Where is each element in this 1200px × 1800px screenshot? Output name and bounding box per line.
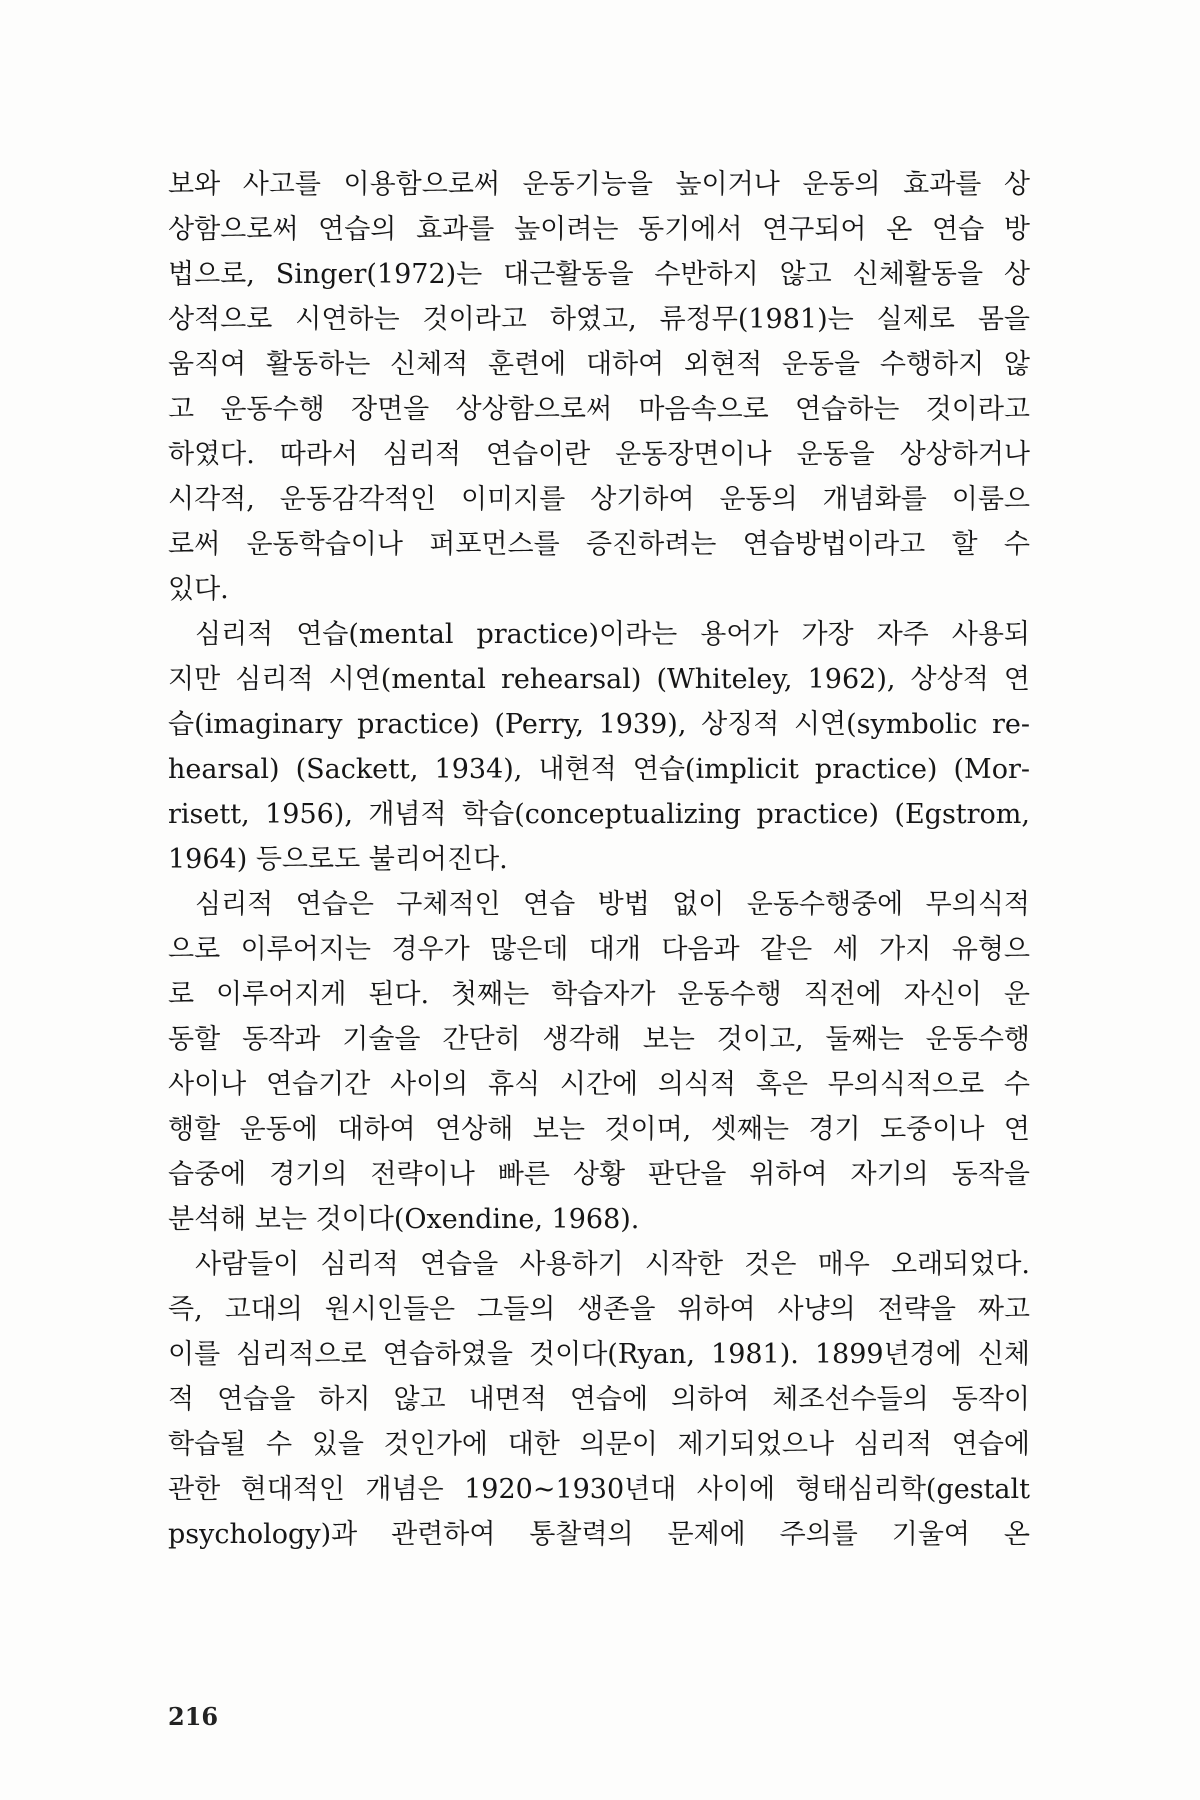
text-line: 동할 동작과 기술을 간단히 생각해 보는 것이고, 둘째는 운동수행 — [168, 1024, 1030, 1055]
text-line: 고 운동수행 장면을 상상함으로써 마음속으로 연습하는 것이라고 — [168, 394, 1030, 425]
paragraph-3 — [168, 882, 1030, 1242]
text-line: 보와 사고를 이용함으로써 운동기능을 높이거나 운동의 효과를 상 — [168, 169, 1030, 200]
text-line: 법으로, Singer(1972)는 대근활동을 수반하지 않고 신체활동을 상 — [168, 259, 1030, 290]
text-line: 있다. — [168, 574, 229, 605]
text-line: 심리적 연습(mental practice)이라는 용어가 가장 자주 사용되 — [195, 619, 1030, 650]
text-line: 상함으로써 연습의 효과를 높이려는 동기에서 연구되어 온 연습 방 — [168, 214, 1030, 245]
text-line: 상적으로 시연하는 것이라고 하였고, 류정무(1981)는 실제로 몸을 — [168, 304, 1030, 335]
body-text — [168, 162, 1030, 1557]
text-line: 심리적 연습은 구체적인 연습 방법 없이 운동수행중에 무의식적 — [195, 889, 1030, 920]
text-line: risett, 1956), 개념적 학습(conceptualizing practice) (Egstrom, — [168, 799, 1030, 830]
text-line: 적 연습을 하지 않고 내면적 연습에 의하여 체조선수들의 동작이 — [168, 1384, 1030, 1415]
paragraph-2 — [168, 612, 1030, 882]
text-line: 1964) 등으로도 불리어진다. — [168, 844, 508, 875]
text-line: 사이나 연습기간 사이의 휴식 시간에 의식적 혹은 무의식적으로 수 — [168, 1069, 1030, 1100]
text-line: 하였다. 따라서 심리적 연습이란 운동장면이나 운동을 상상하거나 — [168, 439, 1030, 470]
text-line: 로 이루어지게 된다. 첫째는 학습자가 운동수행 직전에 자신이 운 — [168, 979, 1030, 1010]
text-line: 시각적, 운동감각적인 이미지를 상기하여 운동의 개념화를 이룸으 — [168, 484, 1030, 515]
paragraph-4 — [168, 1242, 1030, 1557]
text-line: 이를 심리적으로 연습하였을 것이다(Ryan, 1981). 1899년경에 신체 — [168, 1339, 1030, 1370]
text-line: 로써 운동학습이나 퍼포먼스를 증진하려는 연습방법이라고 할 수 — [168, 529, 1030, 560]
text-line: 관한 현대적인 개념은 1920~1930년대 사이에 형태심리학(gestalt — [168, 1474, 1030, 1505]
text-line: 즉, 고대의 원시인들은 그들의 생존을 위하여 사냥의 전략을 짜고 — [168, 1294, 1030, 1325]
text-line: 사람들이 심리적 연습을 사용하기 시작한 것은 매우 오래되었다. — [195, 1249, 1030, 1280]
page-number: 216 — [168, 1702, 219, 1731]
paragraph-1 — [168, 162, 1030, 612]
text-line: 지만 심리적 시연(mental rehearsal) (Whiteley, 1962), 상상적 연 — [168, 664, 1030, 695]
text-line: hearsal) (Sackett, 1934), 내현적 연습(implicit practice) (Mor- — [168, 754, 1030, 785]
text-line: 으로 이루어지는 경우가 많은데 대개 다음과 같은 세 가지 유형으 — [168, 934, 1030, 965]
text-line: 습(imaginary practice) (Perry, 1939), 상징적 시연(symbolic re- — [168, 709, 1030, 740]
text-line: 학습될 수 있을 것인가에 대한 의문이 제기되었으나 심리적 연습에 — [168, 1429, 1030, 1460]
text-line: 움직여 활동하는 신체적 훈련에 대하여 외현적 운동을 수행하지 않 — [168, 349, 1030, 380]
text-line: 행할 운동에 대하여 연상해 보는 것이며, 셋째는 경기 도중이나 연 — [168, 1114, 1030, 1145]
text-line: psychology)과 관련하여 통찰력의 문제에 주의를 기울여 온 — [168, 1519, 1030, 1550]
text-line: 분석해 보는 것이다(Oxendine, 1968). — [168, 1204, 640, 1235]
text-line: 습중에 경기의 전략이나 빠른 상황 판단을 위하여 자기의 동작을 — [168, 1159, 1030, 1190]
